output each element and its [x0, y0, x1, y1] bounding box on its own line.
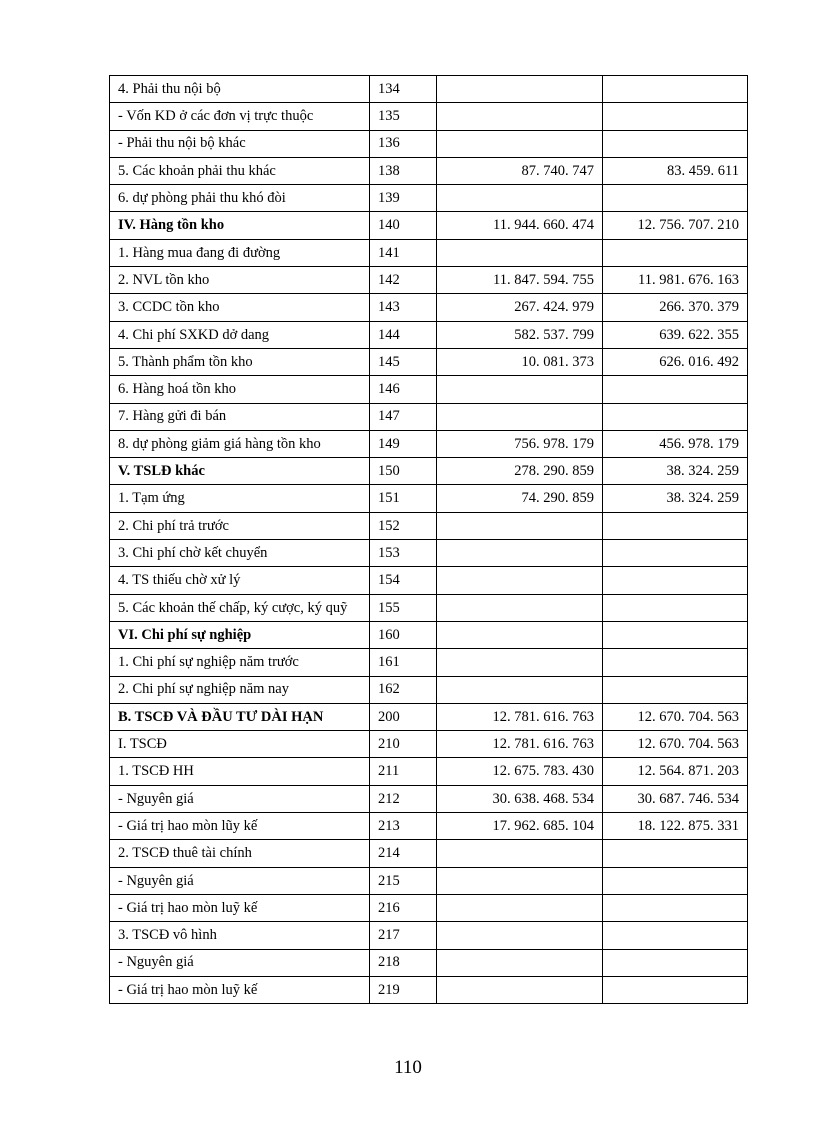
code-cell: 152 [370, 512, 437, 539]
table-body [110, 76, 748, 1004]
item-name-cell: 2. TSCĐ thuê tài chính [110, 840, 370, 867]
code-cell: 139 [370, 185, 437, 212]
code-cell: 161 [370, 649, 437, 676]
item-name-cell: 1. Hàng mua đang đi đường [110, 239, 370, 266]
table-row [110, 76, 748, 103]
year-start-value-cell [437, 621, 603, 648]
item-name-cell: 3. Chi phí chờ kết chuyển [110, 540, 370, 567]
table-row [110, 321, 748, 348]
code-cell: 149 [370, 430, 437, 457]
table-row [110, 130, 748, 157]
year-end-value-cell: 639. 622. 355 [603, 321, 748, 348]
code-cell: 134 [370, 76, 437, 103]
year-end-value-cell [603, 649, 748, 676]
table-row [110, 348, 748, 375]
year-end-value-cell [603, 376, 748, 403]
year-start-value-cell: 11. 847. 594. 755 [437, 267, 603, 294]
table-row [110, 485, 748, 512]
table-row [110, 376, 748, 403]
code-cell: 143 [370, 294, 437, 321]
year-start-value-cell: 12. 781. 616. 763 [437, 731, 603, 758]
code-cell: 155 [370, 594, 437, 621]
year-start-value-cell [437, 239, 603, 266]
year-end-value-cell: 11. 981. 676. 163 [603, 267, 748, 294]
table-row [110, 185, 748, 212]
table-row [110, 840, 748, 867]
table-row [110, 649, 748, 676]
table-row [110, 294, 748, 321]
year-start-value-cell [437, 540, 603, 567]
year-start-value-cell [437, 649, 603, 676]
item-name-cell: V. TSLĐ khác [110, 458, 370, 485]
table-row [110, 703, 748, 730]
year-end-value-cell [603, 676, 748, 703]
item-name-cell: VI. Chi phí sự nghiệp [110, 621, 370, 648]
code-cell: 162 [370, 676, 437, 703]
year-end-value-cell: 18. 122. 875. 331 [603, 813, 748, 840]
year-start-value-cell [437, 894, 603, 921]
year-start-value-cell [437, 376, 603, 403]
item-name-cell: 3. CCDC tồn kho [110, 294, 370, 321]
table-row [110, 676, 748, 703]
table-row [110, 458, 748, 485]
code-cell: 219 [370, 976, 437, 1003]
year-start-value-cell [437, 185, 603, 212]
year-start-value-cell: 10. 081. 373 [437, 348, 603, 375]
year-end-value-cell [603, 894, 748, 921]
code-cell: 147 [370, 403, 437, 430]
code-cell: 145 [370, 348, 437, 375]
year-start-value-cell [437, 103, 603, 130]
code-cell: 217 [370, 922, 437, 949]
table-row [110, 731, 748, 758]
item-name-cell: - Giá trị hao mòn luỹ kế [110, 894, 370, 921]
code-cell: 146 [370, 376, 437, 403]
table-row [110, 567, 748, 594]
year-start-value-cell [437, 76, 603, 103]
year-start-value-cell [437, 976, 603, 1003]
code-cell: 210 [370, 731, 437, 758]
code-cell: 140 [370, 212, 437, 239]
code-cell: 154 [370, 567, 437, 594]
item-name-cell: 4. TS thiếu chờ xử lý [110, 567, 370, 594]
item-name-cell: 5. Các khoản phải thu khác [110, 157, 370, 184]
year-end-value-cell: 12. 670. 704. 563 [603, 731, 748, 758]
year-start-value-cell [437, 130, 603, 157]
year-end-value-cell [603, 922, 748, 949]
year-start-value-cell [437, 867, 603, 894]
year-end-value-cell [603, 185, 748, 212]
code-cell: 200 [370, 703, 437, 730]
table-row [110, 239, 748, 266]
balance-sheet-table [109, 75, 748, 1004]
year-start-value-cell [437, 840, 603, 867]
item-name-cell: 2. Chi phí trả trước [110, 512, 370, 539]
item-name-cell: - Phải thu nội bộ khác [110, 130, 370, 157]
table-row [110, 212, 748, 239]
item-name-cell: 6. Hàng hoá tồn kho [110, 376, 370, 403]
year-end-value-cell [603, 621, 748, 648]
table-row [110, 594, 748, 621]
table-row [110, 512, 748, 539]
code-cell: 160 [370, 621, 437, 648]
year-end-value-cell: 38. 324. 259 [603, 485, 748, 512]
year-end-value-cell [603, 949, 748, 976]
item-name-cell: 1. TSCĐ HH [110, 758, 370, 785]
year-end-value-cell [603, 403, 748, 430]
table-row [110, 430, 748, 457]
table-row [110, 785, 748, 812]
year-start-value-cell: 87. 740. 747 [437, 157, 603, 184]
code-cell: 141 [370, 239, 437, 266]
item-name-cell: - Nguyên giá [110, 785, 370, 812]
table-row [110, 103, 748, 130]
year-start-value-cell: 30. 638. 468. 534 [437, 785, 603, 812]
table-row [110, 758, 748, 785]
table-row [110, 621, 748, 648]
item-name-cell: 4. Chi phí SXKD dở dang [110, 321, 370, 348]
table-row [110, 949, 748, 976]
item-name-cell: 6. dự phòng phải thu khó đòi [110, 185, 370, 212]
year-end-value-cell: 12. 564. 871. 203 [603, 758, 748, 785]
year-end-value-cell [603, 239, 748, 266]
item-name-cell: B. TSCĐ VÀ ĐẦU TƯ DÀI HẠN [110, 703, 370, 730]
year-end-value-cell [603, 130, 748, 157]
year-start-value-cell [437, 594, 603, 621]
code-cell: 135 [370, 103, 437, 130]
year-end-value-cell: 30. 687. 746. 534 [603, 785, 748, 812]
item-name-cell: 4. Phải thu nội bộ [110, 76, 370, 103]
year-start-value-cell: 17. 962. 685. 104 [437, 813, 603, 840]
year-end-value-cell [603, 103, 748, 130]
item-name-cell: 2. NVL tồn kho [110, 267, 370, 294]
table-row [110, 540, 748, 567]
code-cell: 151 [370, 485, 437, 512]
item-name-cell: 5. Các khoản thế chấp, ký cược, ký quỹ [110, 594, 370, 621]
year-start-value-cell: 267. 424. 979 [437, 294, 603, 321]
table-row [110, 267, 748, 294]
table-row [110, 894, 748, 921]
item-name-cell: 1. Chi phí sự nghiệp năm trước [110, 649, 370, 676]
item-name-cell: 5. Thành phẩm tồn kho [110, 348, 370, 375]
year-end-value-cell [603, 512, 748, 539]
year-start-value-cell: 582. 537. 799 [437, 321, 603, 348]
table-row [110, 403, 748, 430]
item-name-cell: - Nguyên giá [110, 867, 370, 894]
year-end-value-cell: 12. 670. 704. 563 [603, 703, 748, 730]
year-start-value-cell [437, 922, 603, 949]
year-start-value-cell: 12. 781. 616. 763 [437, 703, 603, 730]
code-cell: 211 [370, 758, 437, 785]
code-cell: 216 [370, 894, 437, 921]
year-end-value-cell [603, 840, 748, 867]
table-row [110, 922, 748, 949]
code-cell: 213 [370, 813, 437, 840]
item-name-cell: 1. Tạm ứng [110, 485, 370, 512]
code-cell: 214 [370, 840, 437, 867]
year-end-value-cell: 83. 459. 611 [603, 157, 748, 184]
item-name-cell: I. TSCĐ [110, 731, 370, 758]
year-end-value-cell: 266. 370. 379 [603, 294, 748, 321]
table-row [110, 867, 748, 894]
year-end-value-cell [603, 540, 748, 567]
year-end-value-cell [603, 567, 748, 594]
page-number: 110 [394, 1057, 422, 1078]
year-start-value-cell: 756. 978. 179 [437, 430, 603, 457]
item-name-cell: IV. Hàng tồn kho [110, 212, 370, 239]
year-end-value-cell [603, 76, 748, 103]
year-start-value-cell: 11. 944. 660. 474 [437, 212, 603, 239]
year-start-value-cell [437, 676, 603, 703]
year-end-value-cell [603, 976, 748, 1003]
code-cell: 138 [370, 157, 437, 184]
code-cell: 215 [370, 867, 437, 894]
table-row [110, 813, 748, 840]
item-name-cell: - Giá trị hao mòn luỹ kế [110, 976, 370, 1003]
code-cell: 150 [370, 458, 437, 485]
item-name-cell: 3. TSCĐ vô hình [110, 922, 370, 949]
year-end-value-cell: 12. 756. 707. 210 [603, 212, 748, 239]
code-cell: 218 [370, 949, 437, 976]
code-cell: 136 [370, 130, 437, 157]
code-cell: 144 [370, 321, 437, 348]
year-start-value-cell [437, 403, 603, 430]
code-cell: 142 [370, 267, 437, 294]
year-end-value-cell: 456. 978. 179 [603, 430, 748, 457]
table-row [110, 157, 748, 184]
item-name-cell: - Vốn KD ở các đơn vị trực thuộc [110, 103, 370, 130]
item-name-cell: - Nguyên giá [110, 949, 370, 976]
code-cell: 153 [370, 540, 437, 567]
year-end-value-cell: 626. 016. 492 [603, 348, 748, 375]
table-row [110, 976, 748, 1003]
year-end-value-cell [603, 594, 748, 621]
year-end-value-cell: 38. 324. 259 [603, 458, 748, 485]
item-name-cell: - Giá trị hao mòn lũy kế [110, 813, 370, 840]
year-start-value-cell: 278. 290. 859 [437, 458, 603, 485]
code-cell: 212 [370, 785, 437, 812]
year-start-value-cell [437, 512, 603, 539]
item-name-cell: 8. dự phòng giảm giá hàng tồn kho [110, 430, 370, 457]
year-end-value-cell [603, 867, 748, 894]
year-start-value-cell [437, 949, 603, 976]
year-start-value-cell [437, 567, 603, 594]
item-name-cell: 7. Hàng gửi đi bán [110, 403, 370, 430]
year-start-value-cell: 12. 675. 783. 430 [437, 758, 603, 785]
year-start-value-cell: 74. 290. 859 [437, 485, 603, 512]
item-name-cell: 2. Chi phí sự nghiệp năm nay [110, 676, 370, 703]
